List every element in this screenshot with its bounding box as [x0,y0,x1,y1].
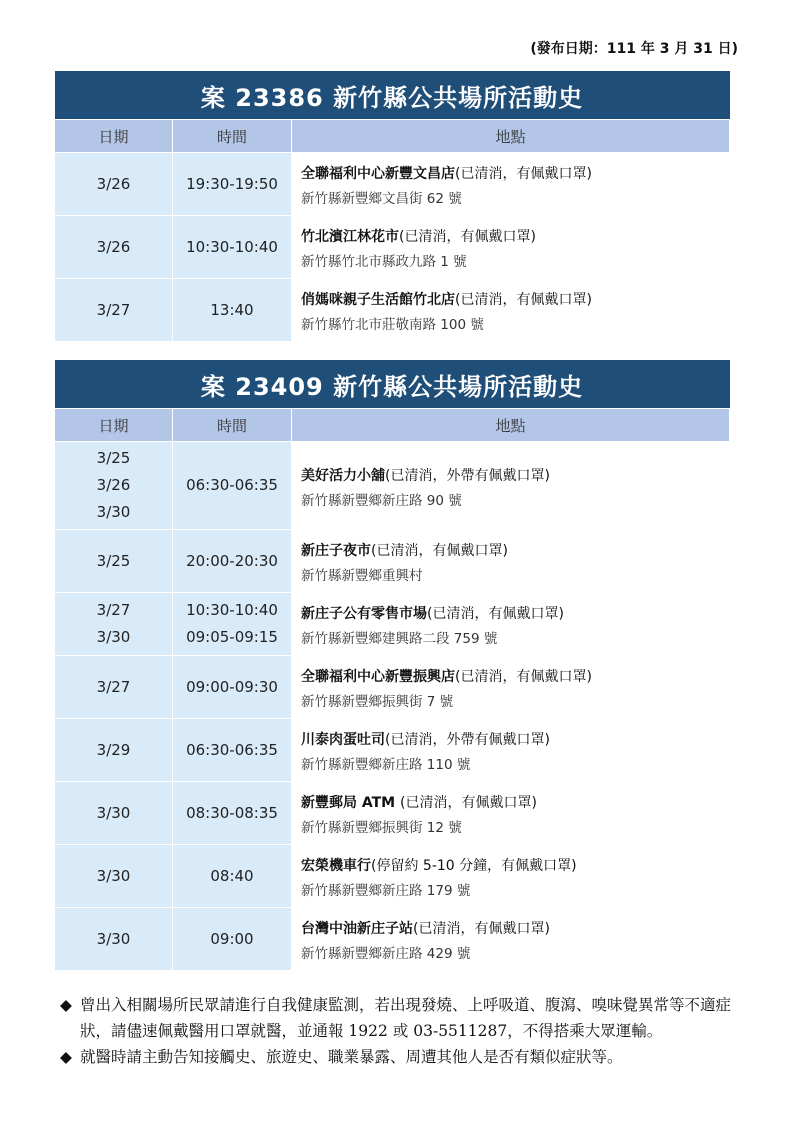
place-status-note: (已清消，有佩戴口罩) [455,669,592,685]
place-name [301,853,730,879]
table-row [55,153,730,216]
place-cell [292,593,730,656]
date-cell [55,530,173,593]
date-cell [55,908,173,971]
place-title: 竹北濱江林花市 [301,229,399,245]
time-cell [173,593,292,656]
date-cell [55,279,173,342]
table-row [55,782,730,845]
date-cell [55,153,173,216]
place-name [301,161,730,187]
place-title: 全聯福利中心新豐文昌店 [301,166,455,182]
place-cell [292,782,730,845]
time-cell [173,719,292,782]
note-text: 曾出入相關場所民眾請進行自我健康監測，若出現發燒、上呼吸道、腹瀉、嗅味覺異常等不適症狀，請儘速佩戴醫用口罩就醫，並通報 1922 或 03-5511287，不得搭乘大眾運輸。 [80,996,732,1040]
time-value: 13:40 [210,300,254,319]
date-value: 3/30 [96,929,131,948]
date-value: 3/27 [96,601,131,619]
time-cell [173,908,292,971]
time-value: 19:30-19:50 [186,174,278,193]
place-title: 全聯福利中心新豐振興店 [301,669,455,685]
place-status-note: (已清消，外帶有佩戴口罩) [385,732,550,748]
place-address: 新竹縣竹北市莊敬南路 100 號 [301,317,484,333]
place-status-note: (已清消，有佩戴口罩) [455,166,592,182]
place-title: 美好活力小舖 [301,467,385,484]
table-row [55,845,730,908]
time-value: 06:30-06:35 [186,740,278,759]
column-header-place: 地點 [292,409,730,442]
place-cell [292,530,730,593]
publish-date: (發布日期：111 年 3 月 31 日) [530,41,738,57]
date-cell [55,845,173,908]
column-header-date: 日期 [55,120,173,153]
date-cell [55,593,173,656]
diamond-bullet-icon: ◆ [60,1048,72,1066]
place-name [301,727,730,753]
place-address: 新竹縣新豐鄉新庄路 90 號 [301,492,462,509]
place-title: 川泰肉蛋吐司 [301,732,385,748]
table-row [55,216,730,279]
table-row [55,279,730,342]
time-cell [173,279,292,342]
column-header-time: 時間 [173,409,292,442]
place-status-note: (已清消，外帶有佩戴口罩) [385,467,550,484]
health-notes [60,992,742,1070]
time-value: 06:30-06:35 [186,476,278,494]
place-name [301,224,730,250]
place-name [301,916,730,942]
table-row [55,530,730,593]
place-name [301,538,730,564]
date-value: 3/30 [96,803,131,822]
place-cell [292,719,730,782]
time-value: 20:00-20:30 [186,551,278,570]
date-cell [55,442,173,530]
table-row [55,442,730,530]
place-status-note: (已清消，有佩戴口罩) [427,606,564,622]
place-title: 宏榮機車行 [301,858,371,874]
date-value: 3/27 [96,300,131,319]
place-cell [292,908,730,971]
table-row [55,656,730,719]
time-value: 09:05-09:15 [186,628,278,646]
place-name [301,790,730,816]
place-status-note: (已清消，有佩戴口罩) [413,921,550,937]
column-header-place: 地點 [292,120,730,153]
place-address: 新竹縣新豐鄉振興街 7 號 [301,694,454,710]
date-value: 3/29 [96,740,131,759]
place-name [301,664,730,690]
table-row [55,719,730,782]
place-address: 新竹縣新豐鄉新庄路 110 號 [301,757,471,773]
time-value: 10:30-10:40 [186,237,278,256]
case-title: 案 23409 新竹縣公共場所活動史 [55,360,730,409]
place-name [301,463,730,489]
place-address: 新竹縣新豐鄉建興路二段 759 號 [301,631,498,647]
place-name [301,287,730,313]
place-cell [292,656,730,719]
place-title: 台灣中油新庄子站 [301,921,413,937]
place-address: 新竹縣竹北市縣政九路 1 號 [301,254,467,270]
place-address: 新竹縣新豐鄉重興村 [301,568,423,584]
place-address: 新竹縣新豐鄉振興街 12 號 [301,820,462,836]
place-address: 新竹縣新豐鄉文昌街 62 號 [301,191,462,207]
time-cell [173,216,292,279]
note-item [60,992,742,1044]
date-cell [55,719,173,782]
time-cell [173,442,292,530]
table-row [55,593,730,656]
place-status-note: (已清消，有佩戴口罩) [455,292,592,308]
place-title: 俏媽咪親子生活館竹北店 [301,292,455,308]
date-value: 3/30 [96,866,131,885]
time-value: 08:30-08:35 [186,803,278,822]
date-cell [55,782,173,845]
case-title: 案 23386 新竹縣公共場所活動史 [55,71,730,120]
time-value: 09:00-09:30 [186,677,278,696]
place-status-note: (已清消，有佩戴口罩) [399,229,536,245]
time-value: 08:40 [210,866,254,885]
time-cell [173,845,292,908]
date-cell [55,656,173,719]
case-table-23409 [54,360,730,971]
time-cell [173,530,292,593]
date-value: 3/25 [96,449,131,467]
place-cell [292,279,730,342]
place-address: 新竹縣新豐鄉新庄路 429 號 [301,946,471,962]
place-title: 新庄子夜市 [301,543,371,559]
time-cell [173,656,292,719]
note-item [60,1044,742,1070]
note-text: 就醫時請主動告知接觸史、旅遊史、職業暴露、周遭其他人是否有類似症狀等。 [80,1048,623,1066]
date-cell [55,216,173,279]
place-title: 新豐郵局 ATM [301,795,400,811]
place-cell [292,153,730,216]
diamond-bullet-icon: ◆ [60,996,72,1014]
place-cell [292,845,730,908]
place-cell [292,216,730,279]
place-status-note: (已清消，有佩戴口罩) [371,543,508,559]
date-value: 3/26 [96,174,131,193]
column-header-date: 日期 [55,409,173,442]
date-value: 3/26 [96,476,131,494]
date-value: 3/27 [96,677,131,696]
time-value: 09:00 [210,929,254,948]
case-table-23386 [54,71,730,342]
date-value: 3/30 [96,628,131,646]
date-value: 3/25 [96,551,131,570]
column-header-time: 時間 [173,120,292,153]
date-value: 3/30 [96,503,131,521]
place-name [301,601,730,627]
place-address: 新竹縣新豐鄉新庄路 179 號 [301,883,471,899]
place-title: 新庄子公有零售市場 [301,606,427,622]
time-cell [173,782,292,845]
time-value: 10:30-10:40 [186,601,278,619]
place-status-note: (停留約 5-10 分鐘，有佩戴口罩) [371,858,577,874]
table-row [55,908,730,971]
place-cell [292,442,730,530]
date-value: 3/26 [96,237,131,256]
time-cell [173,153,292,216]
place-status-note: (已清消，有佩戴口罩) [399,795,537,811]
